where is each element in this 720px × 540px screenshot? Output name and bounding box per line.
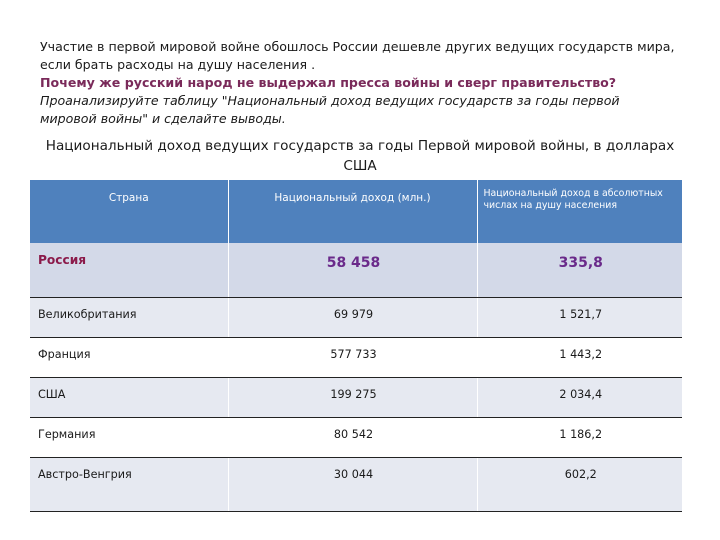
country-cell: Россия [30, 243, 228, 298]
income-cell: 69 979 [228, 298, 477, 338]
per-capita-cell: 1 443,2 [477, 338, 682, 378]
country-cell: Австро-Венгрия [30, 458, 228, 512]
income-cell: 30 044 [228, 458, 477, 512]
header-country: Страна [30, 180, 228, 243]
intro-task: Проанализируйте таблицу "Национальный доход ведущих государств за годы первой мировой войны" и сделайте выводы. [40, 93, 620, 126]
per-capita-cell: 602,2 [477, 458, 682, 512]
table-row [30, 458, 682, 512]
country-cell: Германия [30, 418, 228, 458]
per-capita-cell: 1 186,2 [477, 418, 682, 458]
income-cell: 58 458 [228, 243, 477, 298]
table-title: Национальный доход ведущих государств за годы Первой мировой войны, в долларах США [45, 138, 675, 174]
header-national-income: Национальный доход (млн.) [228, 180, 477, 243]
country-cell: Великобритания [30, 298, 228, 338]
header-per-capita: Национальный доход в абсолютных числах на душу населения [477, 180, 682, 243]
per-capita-cell: 335,8 [477, 243, 682, 298]
country-cell: США [30, 378, 228, 418]
per-capita-cell: 2 034,4 [477, 378, 682, 418]
intro-text [40, 38, 680, 128]
table-row [30, 243, 682, 298]
intro-statement: Участие в первой мировой войне обошлось России дешевле других ведущих государств мира, если брать расходы на душу населения . [40, 39, 675, 72]
table-header-row [30, 180, 682, 243]
intro-question: Почему же русский народ не выдержал пресса войны и сверг правительство? [40, 75, 617, 90]
table-row [30, 378, 682, 418]
income-cell: 80 542 [228, 418, 477, 458]
per-capita-cell: 1 521,7 [477, 298, 682, 338]
table-row [30, 418, 682, 458]
income-cell: 577 733 [228, 338, 477, 378]
table-row [30, 298, 682, 338]
table-row [30, 338, 682, 378]
country-cell: Франция [30, 338, 228, 378]
income-table [30, 180, 682, 512]
income-cell: 199 275 [228, 378, 477, 418]
